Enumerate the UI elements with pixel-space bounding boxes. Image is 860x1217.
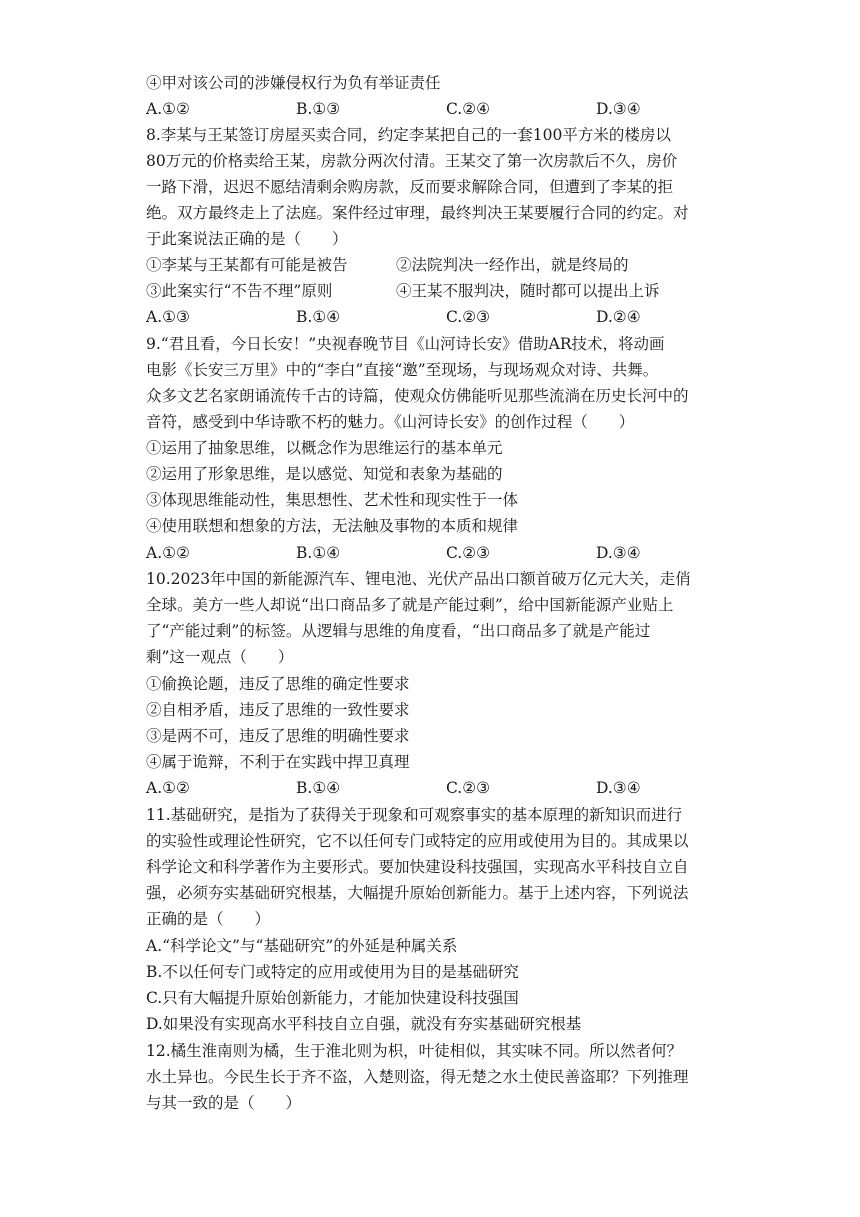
q8-options bbox=[146, 304, 746, 330]
q8-statements-row bbox=[146, 252, 746, 278]
q8-stem-line: 80万元的价格卖给王某，房款分两次付清。王某交了第一次房款后不久，房价 bbox=[146, 152, 678, 170]
q9-options bbox=[146, 540, 746, 566]
q11-choice-b: B.不以任何专门或特定的应用或使用为目的是基础研究 bbox=[146, 963, 519, 981]
q8-statement-1: ①李某与王某都有可能是被告 bbox=[146, 256, 348, 274]
q9-statement-3: ③体现思维能动性，集思想性、艺术性和现实性于一体 bbox=[146, 491, 519, 509]
q10-statement-1: ①偷换论题，违反了思维的确定性要求 bbox=[146, 675, 410, 693]
q10-option-b: B.①④ bbox=[296, 779, 341, 797]
q11-stem-line: 的实验性或理论性研究，它不以任何专门或特定的应用或使用为目的。其成果以 bbox=[146, 832, 689, 850]
q10-stem-line: 10.2023年中国的新能源汽车、锂电池、光伏产品出口额首破万亿元大关，走俏 bbox=[146, 570, 691, 588]
q9-statement-1: ①运用了抽象思维，以概念作为思维运行的基本单元 bbox=[146, 439, 503, 457]
q7-option-d: D.③④ bbox=[596, 100, 641, 118]
q8-statement-2: ②法院判决一经作出，就是终局的 bbox=[396, 256, 629, 274]
q12-stem-line: 水土异也。今民生长于齐不盗，入楚则盗，得无楚之水土使民善盗耶？下列推理 bbox=[146, 1068, 689, 1086]
q10-statement-2: ②自相矛盾，违反了思维的一致性要求 bbox=[146, 701, 410, 719]
q11-stem-line: 正确的是（ ） bbox=[146, 910, 271, 928]
q8-statement-4: ④王某不服判决，随时都可以提出上诉 bbox=[396, 282, 660, 300]
q8-option-d: D.②④ bbox=[596, 308, 641, 326]
q8-stem-line: 于此案说法正确的是（ ） bbox=[146, 230, 348, 248]
q8-stem-line: 8.李某与王某签订房屋买卖合同，约定李某把自己的一套100平方米的楼房以 bbox=[146, 126, 671, 144]
q10-stem-line: 剩”这一观点（ ） bbox=[146, 648, 294, 666]
q7-option-c: C.②④ bbox=[446, 100, 491, 118]
q10-options bbox=[146, 775, 746, 801]
q9-statement-2: ②运用了形象思维，是以感觉、知觉和表象为基础的 bbox=[146, 465, 503, 483]
q9-statement-4: ④使用联想和想象的方法，无法触及事物的本质和规律 bbox=[146, 517, 519, 535]
q10-statement-3: ③是两不可，违反了思维的明确性要求 bbox=[146, 727, 410, 745]
q9-option-a: A.①② bbox=[146, 544, 190, 562]
q10-stem-line: 全球。美方一些人却说“出口商品多了就是产能过剩”，给中国新能源产业贴上 bbox=[146, 596, 674, 614]
q9-stem-line: 9.“君且看，今日长安！”央视春晚节目《山河诗长安》借助AR技术，将动画 bbox=[146, 335, 665, 353]
q8-stem-line: 一路下滑，迟迟不愿结清剩余购房款，反而要求解除合同，但遭到了李某的拒 bbox=[146, 178, 674, 196]
q11-choice-d: D.如果没有实现高水平科技自立自强，就没有夯实基础研究根基 bbox=[146, 1015, 582, 1033]
q7-options bbox=[146, 96, 746, 122]
q8-option-a: A.①③ bbox=[146, 308, 190, 326]
q8-stem-line: 绝。双方最终走上了法庭。案件经过审理，最终判决王某要履行合同的约定。对 bbox=[146, 204, 689, 222]
q8-statement-3: ③此案实行“不告不理”原则 bbox=[146, 282, 333, 300]
q10-option-a: A.①② bbox=[146, 779, 190, 797]
q9-option-b: B.①④ bbox=[296, 544, 341, 562]
q9-stem-line: 电影《长安三万里》中的“李白”直接“邀”至现场，与现场观众对诗、共舞。 bbox=[146, 361, 659, 379]
q10-statement-4: ④属于诡辩，不利于在实践中捍卫真理 bbox=[146, 753, 410, 771]
q12-stem-line: 12.橘生淮南则为橘，生于淮北则为枳，叶徒相似，其实味不同。所以然者何？ bbox=[146, 1042, 683, 1060]
q9-stem-line: 音符，感受到中华诗歌不朽的魅力。《山河诗长安》的创作过程（ ） bbox=[146, 413, 635, 431]
q11-stem-line: 科学论文和科学著作为主要形式。要加快建设科技强国，实现高水平科技自立自 bbox=[146, 858, 689, 876]
q10-stem-line: 了“产能过剩”的标签。从逻辑与思维的角度看，“出口商品多了就是产能过 bbox=[146, 622, 651, 640]
q11-choice-c: C.只有大幅提升原始创新能力，才能加快建设科技强国 bbox=[146, 989, 519, 1007]
q7-statement-4: ④甲对该公司的涉嫌侵权行为负有举证责任 bbox=[146, 74, 441, 92]
q12-stem-line: 与其一致的是（ ） bbox=[146, 1094, 302, 1112]
q11-stem-line: 强，必须夯实基础研究根基，大幅提升原始创新能力。基于上述内容，下列说法 bbox=[146, 884, 689, 902]
q9-stem-line: 众多文艺名家朗诵流传千古的诗篇，使观众仿佛能听见那些流淌在历史长河中的 bbox=[146, 387, 689, 405]
q10-option-c: C.②③ bbox=[446, 779, 491, 797]
q8-option-c: C.②③ bbox=[446, 308, 491, 326]
q9-option-c: C.②③ bbox=[446, 544, 491, 562]
q11-stem-line: 11.基础研究，是指为了获得关于现象和可观察事实的基本原理的新知识而进行 bbox=[146, 806, 683, 824]
q8-option-b: B.①④ bbox=[296, 308, 341, 326]
q7-option-b: B.①③ bbox=[296, 100, 341, 118]
q11-choice-a: A.“科学论文”与“基础研究”的外延是种属关系 bbox=[146, 937, 458, 955]
q7-option-a: A.①② bbox=[146, 100, 190, 118]
q8-statements-row bbox=[146, 278, 746, 304]
q10-option-d: D.③④ bbox=[596, 779, 641, 797]
q9-option-d: D.③④ bbox=[596, 544, 641, 562]
